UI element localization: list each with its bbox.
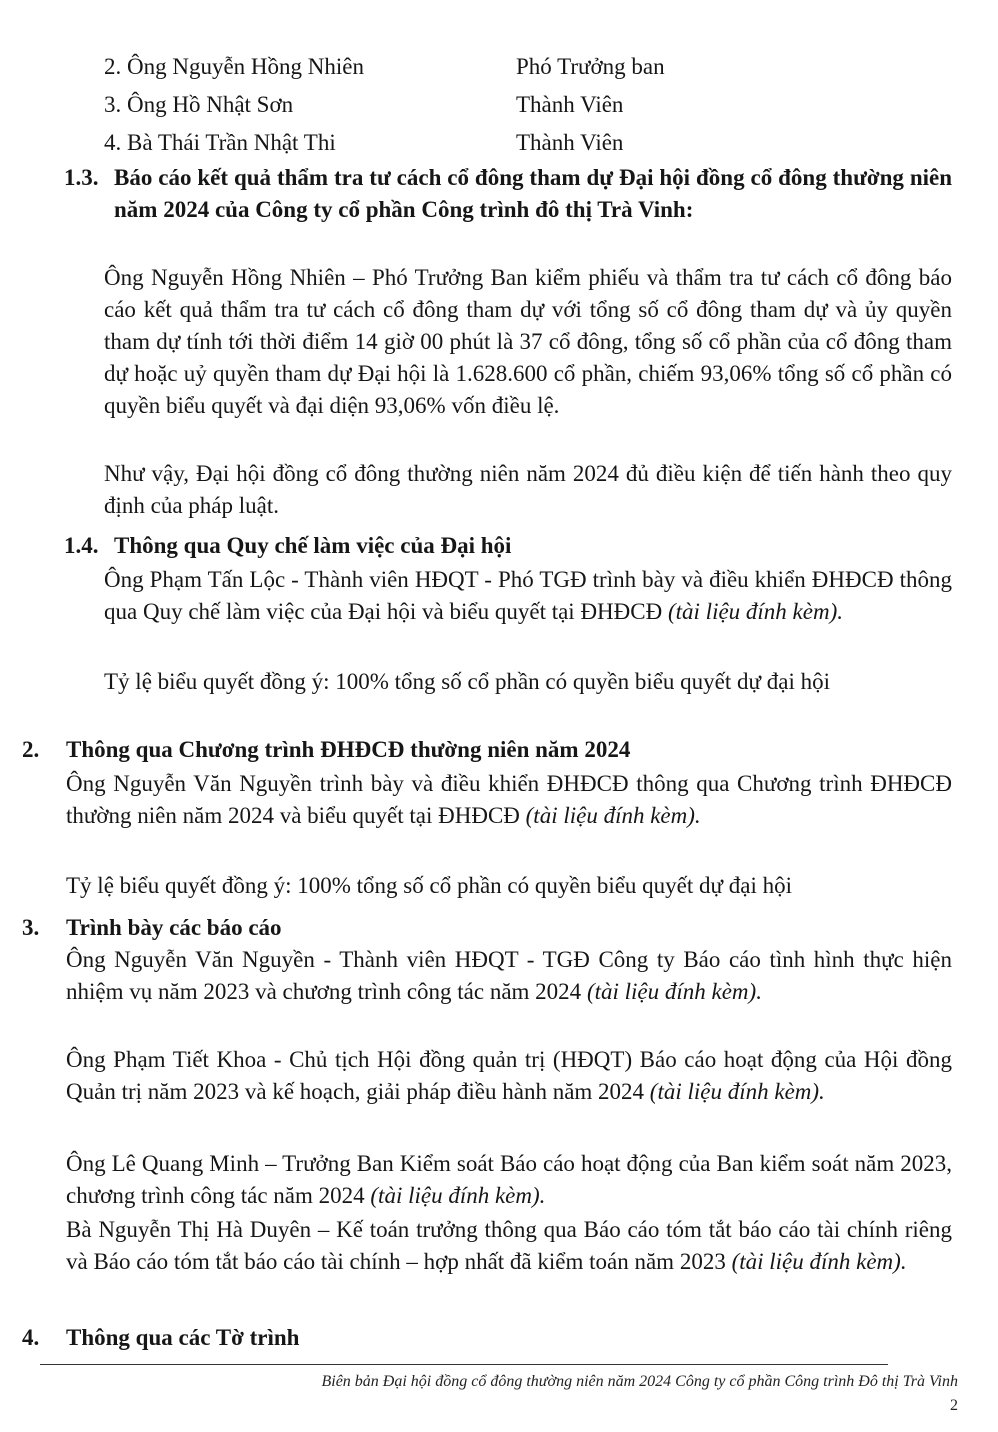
section-2-paragraph-1: [66, 768, 952, 832]
member-role: Phó Trưởng ban: [516, 54, 665, 79]
committee-member-list: [104, 48, 804, 162]
section-title: Thông qua Chương trình ĐHĐCĐ thường niên năm 2024: [66, 737, 631, 762]
footer-caption: Biên bản Đại hội đồng cổ đông thường niên năm 2024 Công ty cổ phần Công trình Đô thị Trà Vinh: [321, 1373, 958, 1390]
attachment-note: (tài liệu đính kèm).: [667, 599, 843, 624]
section-1-4-heading: [64, 530, 952, 562]
committee-member: [104, 48, 804, 86]
section-title: Thông qua các Tờ trình: [66, 1325, 300, 1350]
section-3-paragraph-1: [66, 944, 952, 1008]
section-1-3-paragraph-2: Như vậy, Đại hội đồng cổ đông thường niên năm 2024 đủ điều kiện để tiến hành theo quy định của pháp luật.: [104, 461, 952, 518]
section-1-3-paragraph-1: Ông Nguyễn Hồng Nhiên – Phó Trưởng Ban kiểm phiếu và thẩm tra tư cách cổ đông báo cáo kết quả thẩm tra tư cách cổ đông tham dự với tổng số cổ đông tham dự và ủy quyền tham dự tính tới thời điểm 14 giờ 00 phút là 37 cổ đông, tổng số cổ phần của cổ đông tham dự hoặc uỷ quyền tham dự Đại hội là 1.628.600 cổ phần, chiếm 93,06% tổng số cổ phần có quyền biểu quyết và đại diện 93,06% vốn điều lệ.: [104, 265, 952, 418]
section-3-paragraph-4: [66, 1214, 952, 1278]
member-name: 3. Ông Hồ Nhật Sơn: [104, 92, 294, 117]
section-1-4-paragraph-2: Tỷ lệ biểu quyết đồng ý: 100% tổng số cổ phần có quyền biểu quyết dự đại hội: [104, 669, 830, 694]
member-role: Thành Viên: [516, 92, 624, 117]
paragraph-text: Ông Phạm Tiết Khoa - Chủ tịch Hội đồng quản trị (HĐQT) Báo cáo hoạt động của Hội đồng Quản trị năm 2023 và kế hoạch, giải pháp điều hành năm 2024: [66, 1047, 952, 1104]
section-number: 3.: [22, 915, 40, 940]
paragraph-text: Ông Nguyễn Văn Nguyền trình bày và điều khiển ĐHĐCĐ thông qua Chương trình ĐHĐCĐ thường niên năm 2024 và biểu quyết tại ĐHĐCĐ: [66, 771, 952, 828]
section-3-heading: [22, 912, 952, 944]
section-1-3-heading: [64, 162, 952, 226]
attachment-note: (tài liệu đính kèm).: [649, 1079, 825, 1104]
paragraph-text: Ông Lê Quang Minh – Trưởng Ban Kiểm soát Báo cáo hoạt động của Ban kiểm soát năm 2023, chương trình công tác năm 2024: [66, 1151, 952, 1208]
paragraph-text: Bà Nguyễn Thị Hà Duyên – Kế toán trưởng thông qua Báo cáo tóm tắt báo cáo tài chính riêng và Báo cáo tóm tắt báo cáo tài chính – hợp nhất đã kiểm toán năm 2023: [66, 1217, 952, 1274]
section-4-heading: [22, 1322, 952, 1354]
section-number: 2.: [22, 737, 40, 762]
section-title: Trình bày các báo cáo: [66, 915, 282, 940]
committee-member: [104, 86, 804, 124]
footer-divider: [40, 1364, 888, 1365]
section-1-4-paragraph-1: [104, 564, 952, 628]
section-title: Báo cáo kết quả thẩm tra tư cách cổ đông tham dự Đại hội đồng cổ đông thường niên năm 2024 của Công ty cổ phần Công trình đô thị Trà Vinh:: [114, 165, 952, 222]
attachment-note: (tài liệu đính kèm).: [731, 1249, 907, 1274]
attachment-note: (tài liệu đính kèm).: [370, 1183, 546, 1208]
committee-member: [104, 124, 804, 162]
page-number: 2: [950, 1397, 958, 1414]
section-3-paragraph-2: [66, 1044, 952, 1108]
section-2-paragraph-2: Tỷ lệ biểu quyết đồng ý: 100% tổng số cổ phần có quyền biểu quyết dự đại hội: [66, 873, 792, 898]
attachment-note: (tài liệu đính kèm).: [586, 979, 762, 1004]
paragraph-text: Ông Phạm Tấn Lộc - Thành viên HĐQT - Phó TGĐ trình bày và điều khiển ĐHĐCĐ thông qua Quy chế làm việc của Đại hội và biểu quyết tại ĐHĐCĐ: [104, 567, 952, 624]
section-3-paragraph-3: [66, 1148, 952, 1212]
section-2-heading: [22, 734, 952, 766]
section-number: 1.3.: [64, 165, 99, 190]
member-role: Thành Viên: [516, 130, 624, 155]
member-name: 4. Bà Thái Trần Nhật Thi: [104, 130, 336, 155]
section-title: Thông qua Quy chế làm việc của Đại hội: [114, 533, 512, 558]
member-name: 2. Ông Nguyễn Hồng Nhiên: [104, 54, 364, 79]
section-number: 1.4.: [64, 533, 99, 558]
section-number: 4.: [22, 1325, 40, 1350]
attachment-note: (tài liệu đính kèm).: [525, 803, 701, 828]
paragraph-text: Ông Nguyễn Văn Nguyền - Thành viên HĐQT - TGĐ Công ty Báo cáo tình hình thực hiện nhiệm vụ năm 2023 và chương trình công tác năm 2024: [66, 947, 952, 1004]
